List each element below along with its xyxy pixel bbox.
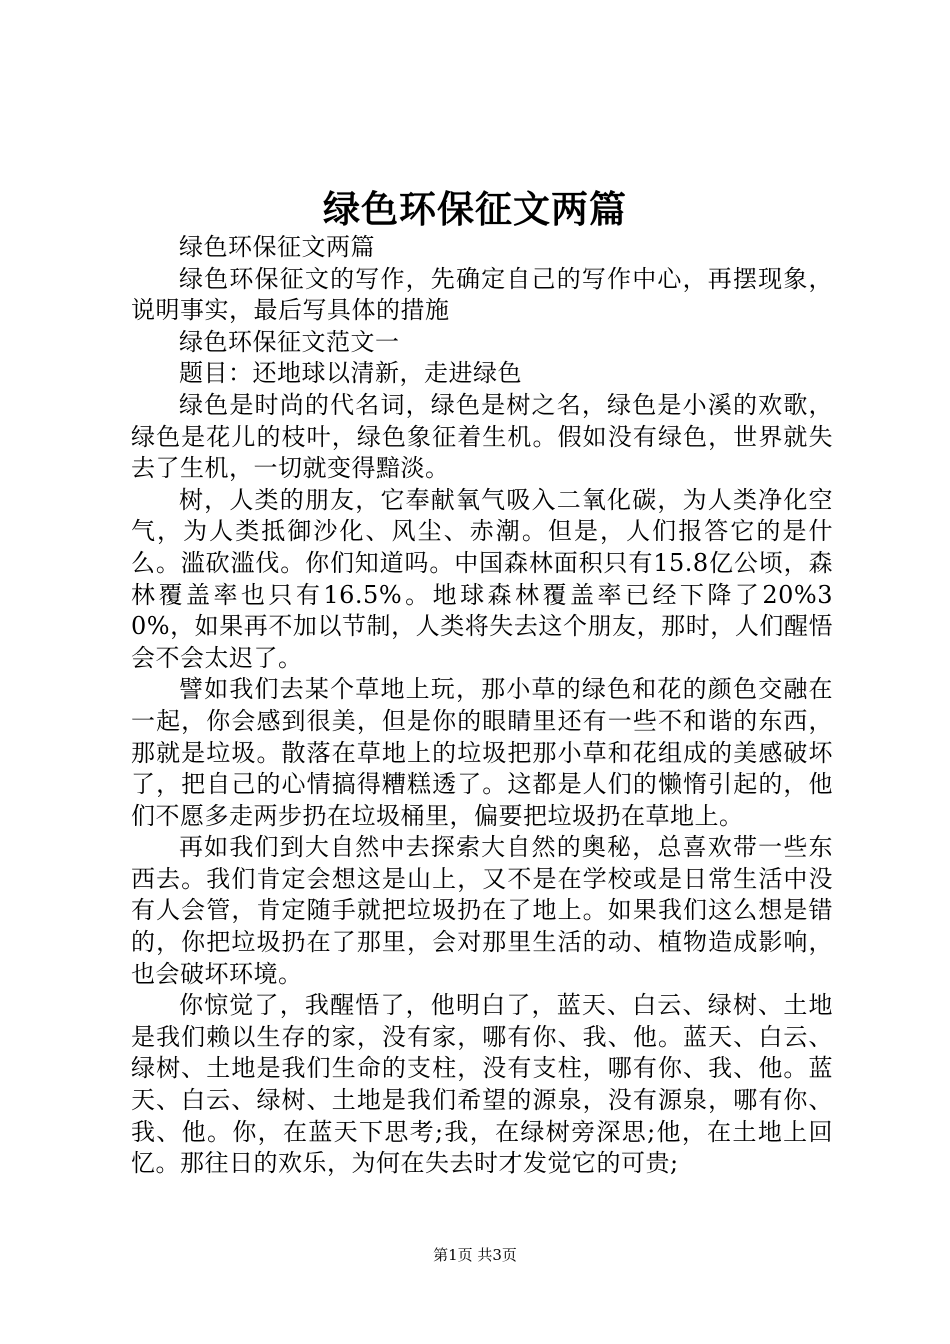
- paragraph-body: 你惊觉了，我醒悟了，他明白了，蓝天、白云、绿树、土地是我们赖以生存的家，没有家，哪有你、我、他。蓝天、白云、绿树、土地是我们生命的支柱，没有支柱，哪有你、我、他。蓝天、白云、绿树、土地是我们希望的源泉，没有源泉，哪有你、我、他。你，在蓝天下思考;我，在绿树旁深思;他，在土地上回忆。那往日的欢乐，为何在失去时才发觉它的可贵;: [131, 991, 833, 1178]
- paragraph-sample-label: 绿色环保征文范文一: [179, 327, 400, 356]
- paragraph-body: 再如我们到大自然中去探索大自然的奥秘，总喜欢带一些东西去。我们肯定会想这是山上，又不是在学校或是日常生活中没有人会管，肯定随手就把垃圾扔在了地上。如果我们这么想是错的，你把垃圾扔在了那里，会对那里生活的动、植物造成影响，也会破坏环境。: [131, 833, 833, 988]
- page-number-footer: 第1页 共3页: [433, 1246, 517, 1264]
- paragraph-body: 树，人类的朋友，它奉献氧气吸入二氧化碳，为人类净化空气，为人类抵御沙化、风尘、赤潮。但是，人们报答它的是什么。滥砍滥伐。你们知道吗。中国森林面积只有15.8亿公顷，森林覆盖率也只有16.5%。地球森林覆盖率已经下降了20%30%，如果再不加以节制，人类将失去这个朋友，那时，人们醒悟会不会太迟了。: [131, 485, 833, 672]
- paragraph-heading-repeat: 绿色环保征文两篇: [179, 233, 375, 261]
- paragraph-body: 譬如我们去某个草地上玩，那小草的绿色和花的颜色交融在一起，你会感到很美，但是你的眼睛里还有一些不和谐的东西，那就是垃圾。散落在草地上的垃圾把那小草和花组成的美感破坏了，把自己的心情搞得糟糕透了。这都是人们的懒惰引起的，他们不愿多走两步扔在垃圾桶里，偏要把垃圾扔在草地上。: [131, 675, 833, 830]
- document-title: 绿色环保征文两篇: [323, 187, 627, 231]
- paragraph-essay-topic: 题目：还地球以清新，走进绿色: [179, 359, 522, 388]
- document-body: [131, 232, 833, 1180]
- paragraph-intro: 绿色环保征文的写作，先确定自己的写作中心，再摆现象，说明事实，最后写具体的措施: [131, 264, 833, 325]
- paragraph-body: 绿色是时尚的代名词，绿色是树之名，绿色是小溪的欢歌，绿色是花儿的枝叶，绿色象征着生机。假如没有绿色，世界就失去了生机，一切就变得黯淡。: [131, 390, 833, 483]
